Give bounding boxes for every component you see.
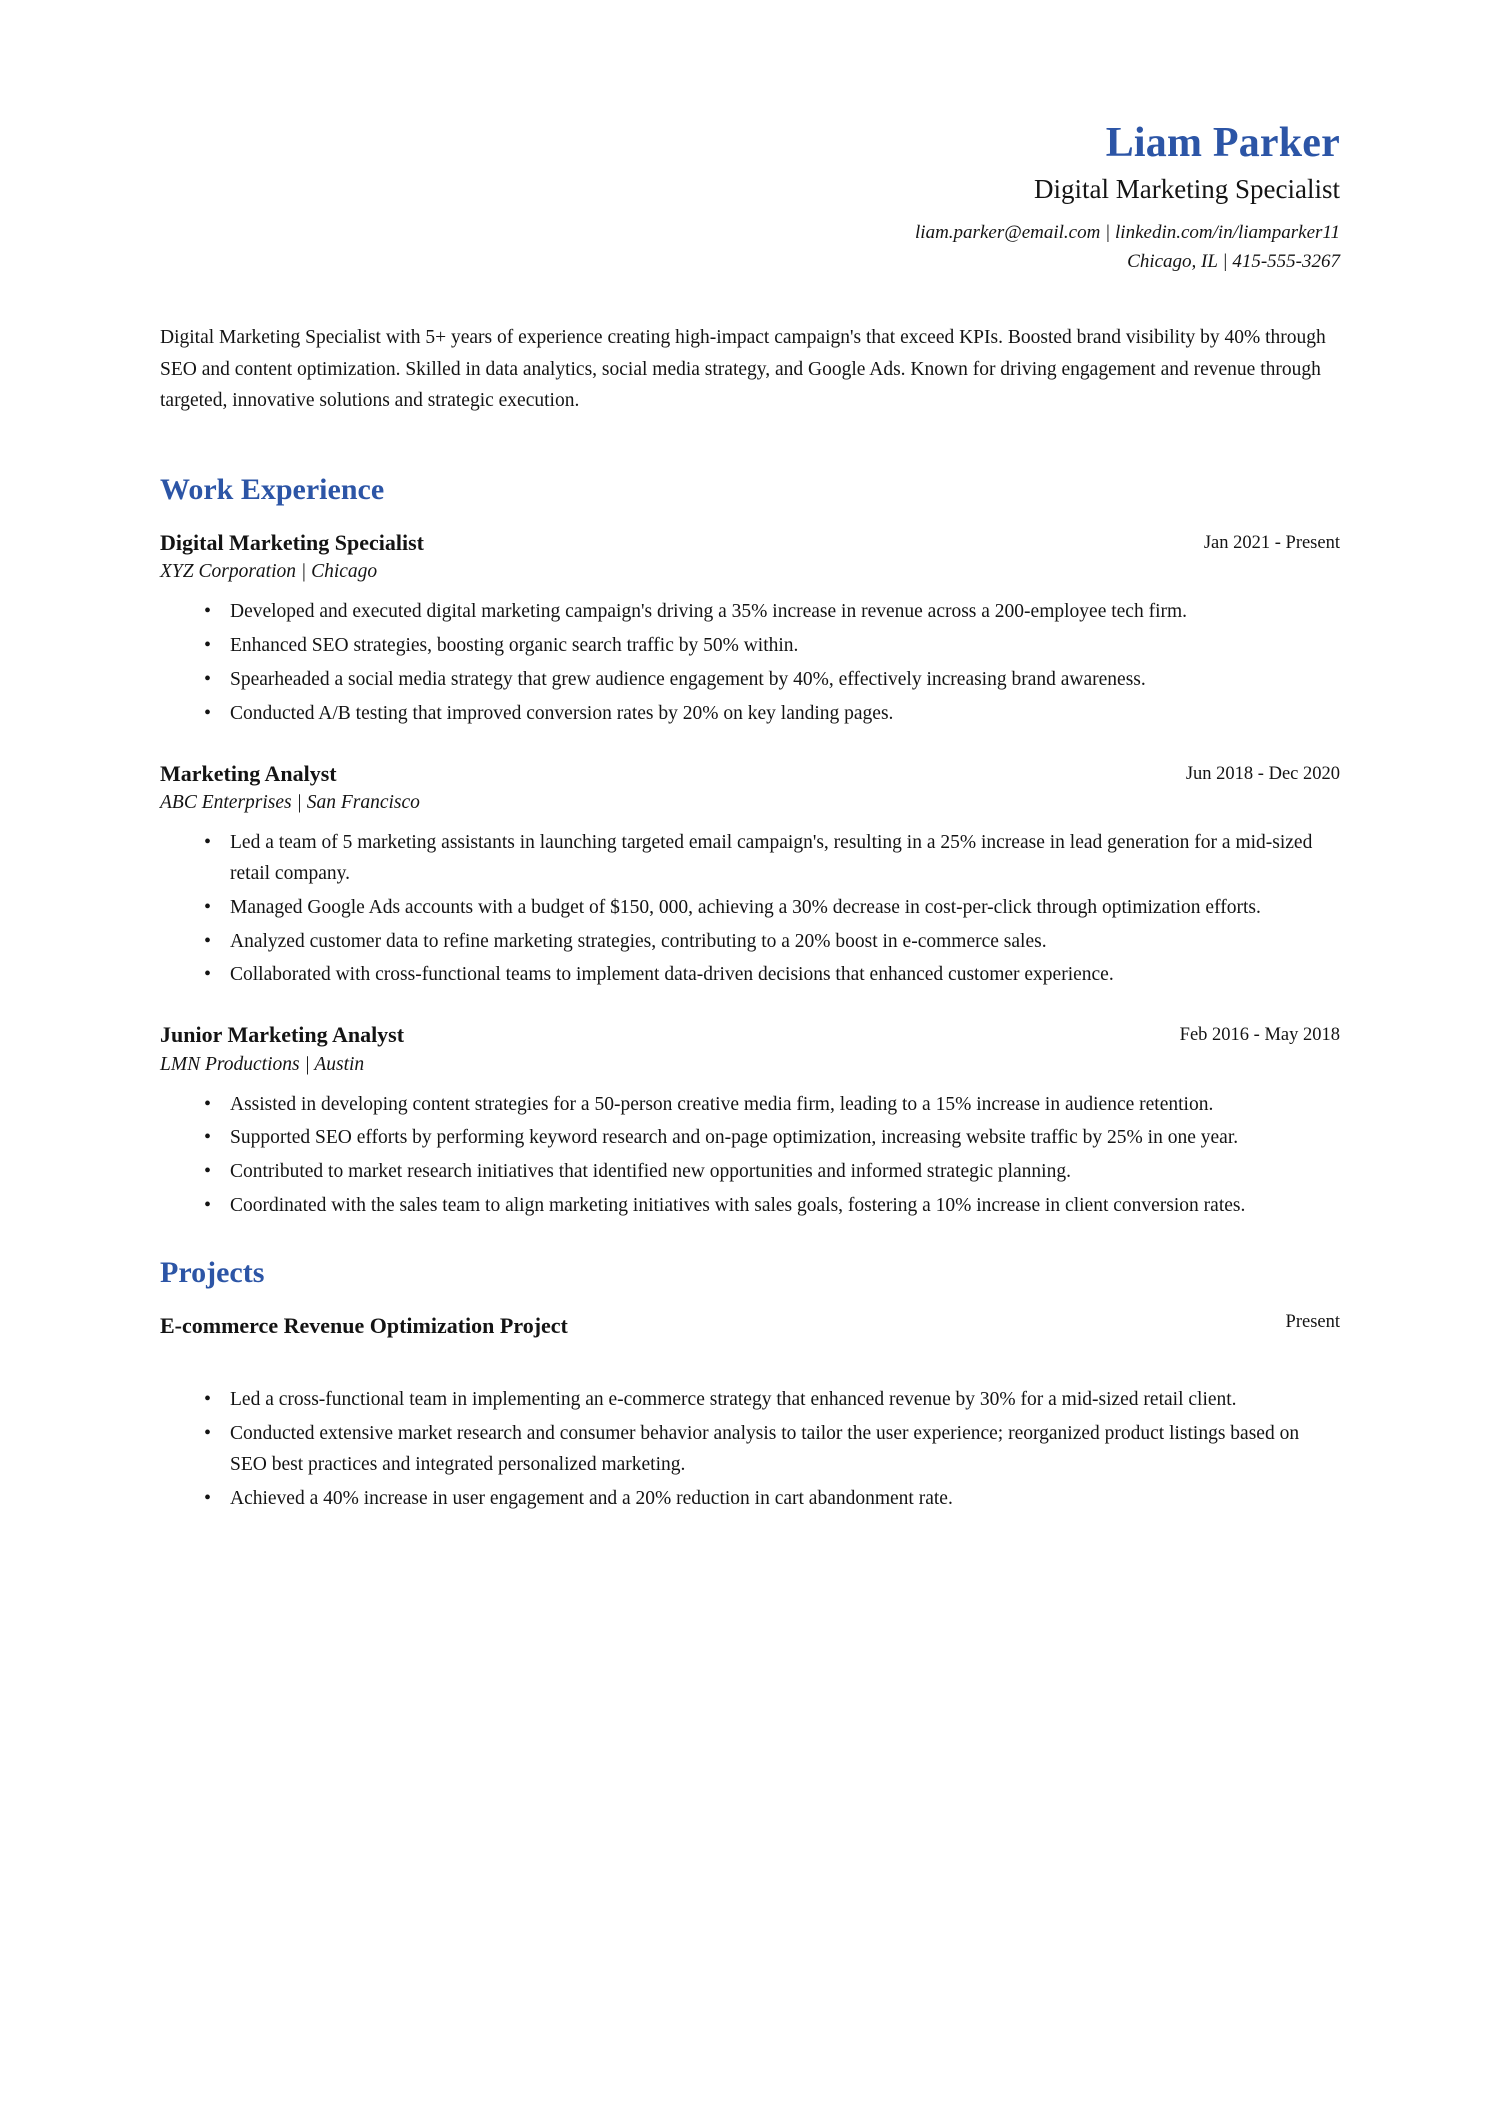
work-entry-bullets [160,597,1340,729]
work-entry-date: Jan 2021 - Present [1203,532,1340,553]
work-entry-bullets [160,1090,1340,1222]
contact-line-email-linkedin: liam.parker@email.com | linkedin.com/in/liamparker11 [915,222,1340,244]
list-item: • Led a cross-functional team in implementing an e-commerce strategy that enhanced revenue by 30% for a mid-sized retail client. [230,1385,1340,1416]
project-entry-title: E-commerce Revenue Optimization Project [160,1312,568,1338]
work-entry [160,529,1340,730]
list-item: • Spearheaded a social media strategy that grew audience engagement by 40%, effectively increasing brand awareness. [230,665,1340,696]
work-entry-head [160,760,1340,788]
work-entry-company: XYZ Corporation | Chicago [160,561,378,583]
work-entry-company: ABC Enterprises | San Francisco [160,792,420,814]
list-item: • Conducted A/B testing that improved conversion rates by 20% on key landing pages. [230,699,1340,730]
list-item: • Supported SEO efforts by performing keyword research and on-page optimization, increasing website traffic by 25% in one year. [230,1123,1340,1154]
work-entry-date: Jun 2018 - Dec 2020 [1185,763,1340,784]
list-item: • Analyzed customer data to refine marketing strategies, contributing to a 20% boost in e-commerce sales. [230,927,1340,958]
resume-header [160,120,1340,276]
project-entry [160,1312,1340,1515]
work-entry-title: Junior Marketing Analyst [160,1022,405,1048]
section-title-projects: Projects [160,1255,265,1289]
section-work-experience [160,473,1340,1222]
list-item: • Enhanced SEO strategies, boosting organic search traffic by 50% within. [230,631,1340,662]
list-item: • Contributed to market research initiatives that identified new opportunities and informed strategic planning. [230,1157,1340,1188]
work-entry-head [160,529,1340,557]
list-item: • Coordinated with the sales team to align marketing initiatives with sales goals, fostering a 10% increase in client conversion rates. [230,1191,1340,1222]
section-title-work-experience: Work Experience [160,472,385,506]
list-item: • Achieved a 40% increase in user engagement and a 20% reduction in cart abandonment rate. [230,1484,1340,1515]
work-entry-title: Digital Marketing Specialist [160,529,424,555]
list-item: • Managed Google Ads accounts with a budget of $150, 000, achieving a 30% decrease in cost-per-click through optimization efforts. [230,893,1340,924]
project-entry-bullets [160,1385,1340,1514]
contact-line-location-phone: Chicago, IL | 415-555-3267 [1127,250,1340,272]
work-entry [160,1021,1340,1222]
work-entry-bullets [160,828,1340,991]
list-item: • Assisted in developing content strategies for a 50-person creative media firm, leading to a 15% increase in audience retention. [230,1090,1340,1121]
list-item: • Conducted extensive market research and consumer behavior analysis to tailor the user experience; reorganized product listings based on SEO best practices and integrated personalized marketing. [230,1419,1340,1481]
project-entry-date: Present [1285,1311,1340,1332]
list-item: • Collaborated with cross-functional teams to implement data-driven decisions that enhanced customer experience. [230,960,1340,991]
work-entry-company: LMN Productions | Austin [160,1053,365,1075]
section-projects [160,1256,1340,1515]
list-item: • Developed and executed digital marketing campaign's driving a 35% increase in revenue across a 200-employee tech firm. [230,597,1340,628]
work-entry-title: Marketing Analyst [160,760,337,786]
candidate-headline: Digital Marketing Specialist [1034,174,1340,205]
professional-summary: Digital Marketing Specialist with 5+ years of experience creating high-impact campaign's that exceed KPIs. Boosted brand visibility by 40% through SEO and content optimization. Skilled in data analytics, social media strategy, and Google Ads. Known for driving engagement and revenue through targeted, innovative solutions and strategic execution. [160,327,1326,412]
list-item: • Led a team of 5 marketing assistants in launching targeted email campaign's, resulting in a 25% increase in lead generation for a mid-sized retail company. [230,828,1340,890]
work-entry-date: Feb 2016 - May 2018 [1179,1025,1340,1046]
project-entry-head [160,1312,1340,1340]
work-entry [160,760,1340,991]
candidate-name: Liam Parker [1105,120,1340,166]
work-entry-head [160,1021,1340,1049]
